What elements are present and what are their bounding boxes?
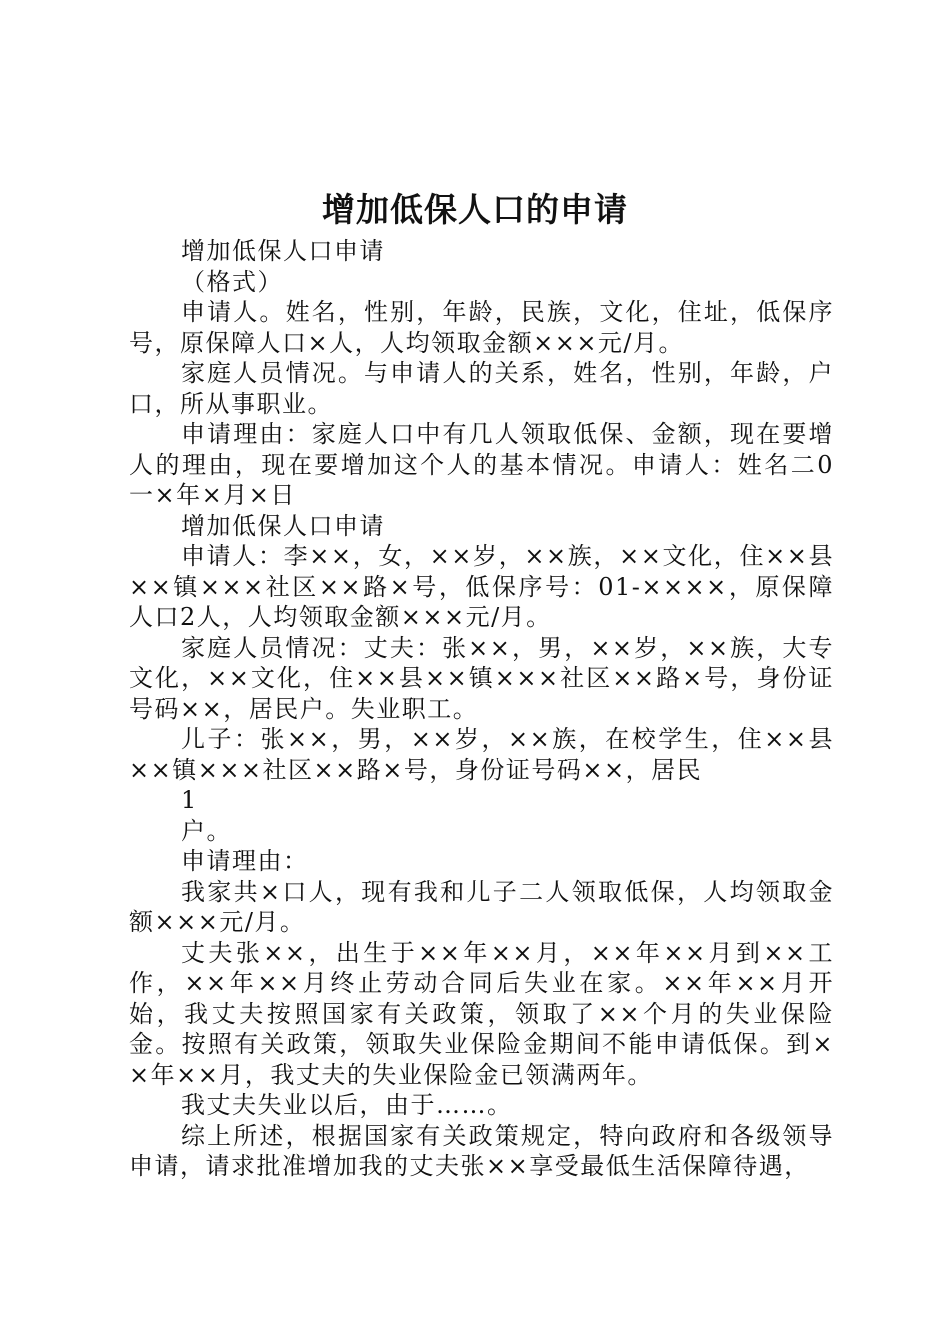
paragraph: 我丈夫失业以后，由于……。 [181,1091,513,1119]
paragraph: 增加低保人口申请 [181,237,385,265]
paragraph: 家庭人员情况。与申请人的关系，姓名，性别，年龄，户口，所从事职业。 [129,359,834,418]
paragraph: 家庭人员情况：丈夫：张××，男，××岁，××族，大专文化，××文化，住××县××镇×××社区××路×号，身份证号码××，居民户。失业职工。 [129,633,834,723]
paragraph: 申请理由： [181,847,309,875]
paragraph: 儿子：张××，男，××岁，××族，在校学生，住××县××镇×××社区××路×号，身份证号码××，居民 [129,725,834,784]
document-body [129,236,834,1182]
document-title: 增加低保人口的申请 [322,190,628,229]
paragraph: 户。 [181,816,232,845]
paragraph: （格式） [181,267,283,296]
paragraph: 综上所述，根据国家有关政策规定，特向政府和各级领导申请，请求批准增加我的丈夫张××享受最低生活保障待遇， [129,1121,834,1180]
paragraph: 申请人。姓名，性别，年龄，民族，文化，住址，低保序号，原保障人口×人，人均领取金额×××元/月。 [129,298,834,357]
paragraph: 申请人：李××，女，××岁，××族，××文化，住××县××镇×××社区××路×号，低保序号：01-××××，原保障人口2人，人均领取金额×××元/月。 [129,542,834,631]
paragraph: 申请理由：家庭人口中有几人领取低保、金额，现在要增人的理由，现在要增加这个人的基本情况。申请人：姓名二0一×年×月×日 [129,420,834,509]
page-number: 1 [181,786,198,814]
paragraph: 增加低保人口申请 [181,511,385,540]
paragraph: 我家共×口人，现有我和儿子二人领取低保，人均领取金额×××元/月。 [129,877,834,936]
paragraph: 丈夫张××，出生于××年××月，××年××月到××工作，××年××月终止劳动合同后失业在家。××年××月开始，我丈夫按照国家有关政策，领取了××个月的失业保险金。按照有关政策，领取失业保险金期间不能申请低保。到××年××月，我丈夫的失业保险金已领满两年。 [129,938,834,1089]
